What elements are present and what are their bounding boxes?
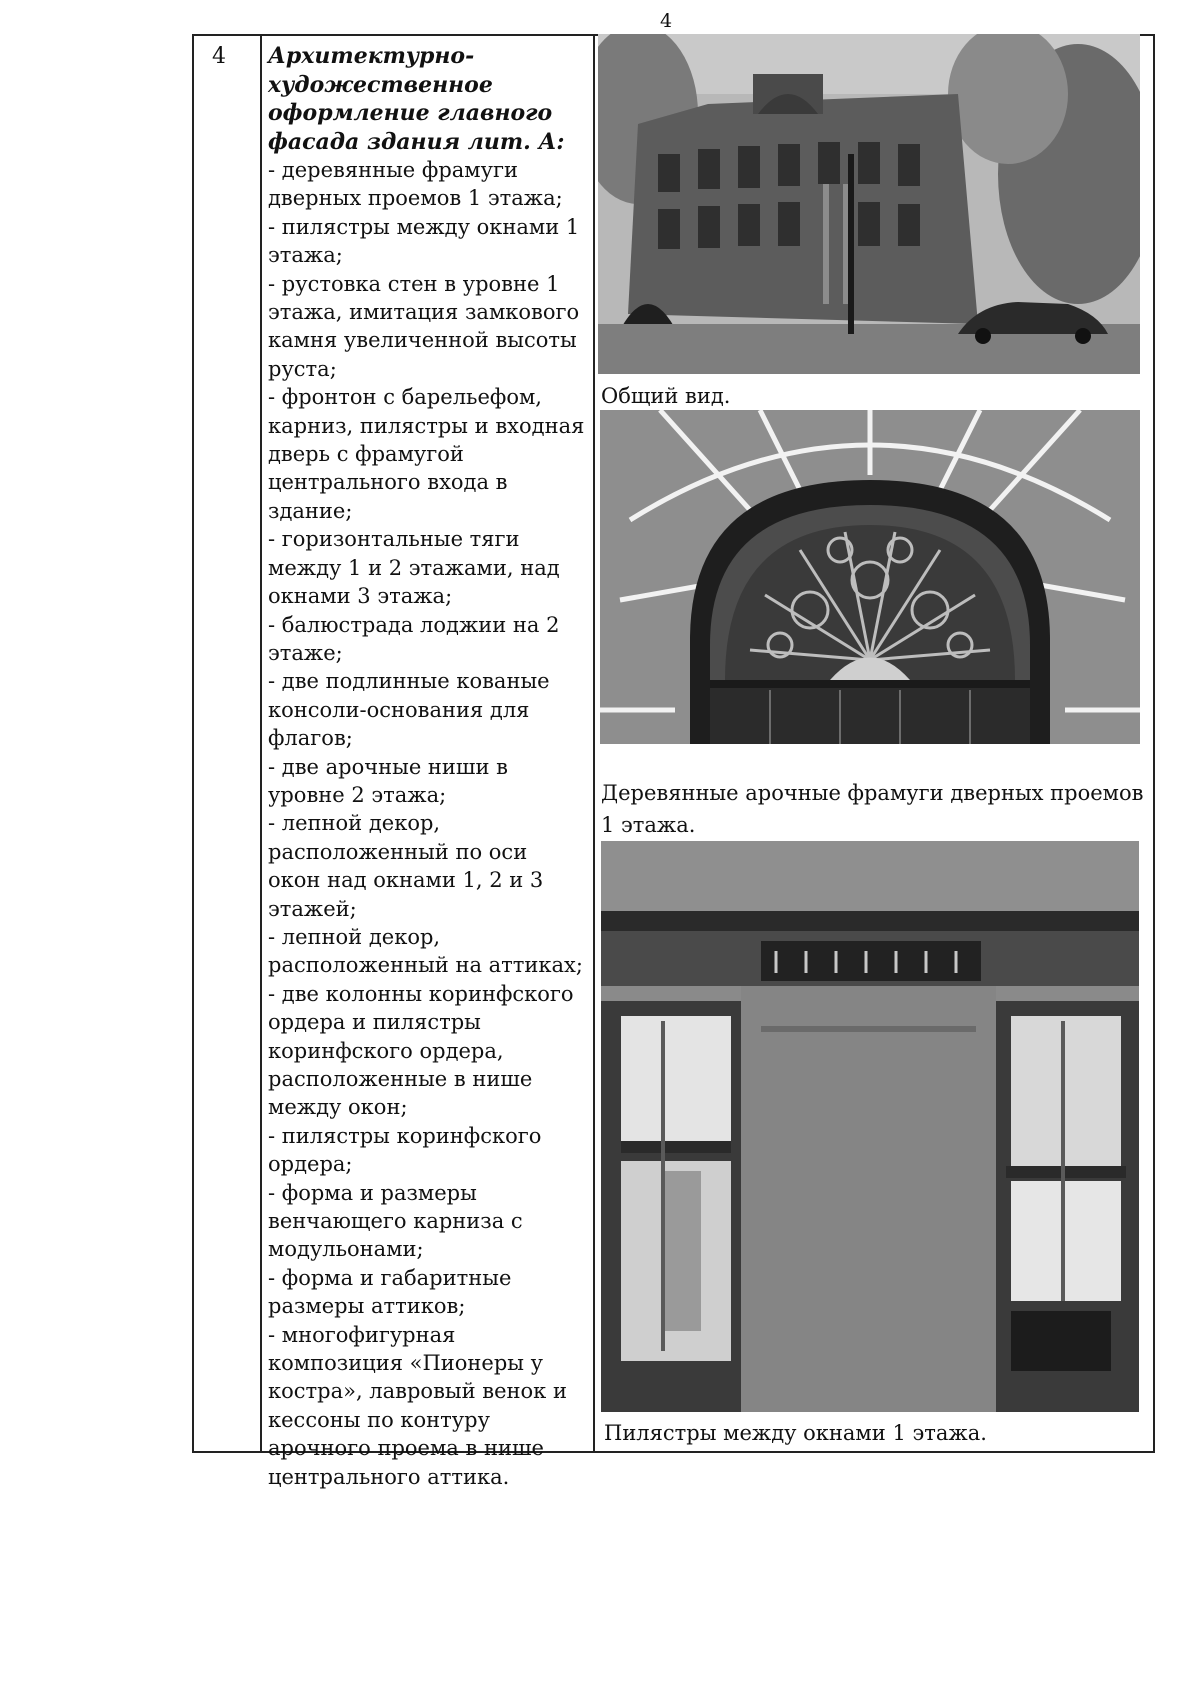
table-left-border — [192, 34, 194, 1453]
list-item: - лепной декор, расположенный по оси окон над окнами 1, 2 и 3 этажей; — [268, 811, 544, 921]
list-item: - две подлинные кованые консоли-основания для флагов; — [268, 669, 550, 751]
photo-general-view — [598, 34, 1140, 374]
list-item: - форма и размеры венчающего карниза с модульонами; — [268, 1180, 523, 1262]
table-right-border — [1153, 34, 1155, 1453]
list-item: - две колонны коринфского ордера и пилястры коринфского ордера, расположенные в нише между окон; — [268, 981, 574, 1120]
photo-caption: Деревянные арочные фрамуги дверных проемов 1 этажа. — [601, 781, 1144, 837]
photo-pilasters — [601, 841, 1139, 1412]
list-item: - две арочные ниши в уровне 2 этажа; — [268, 754, 508, 807]
photo-arched-transom — [600, 410, 1140, 744]
list-item: - пилястры между окнами 1 этажа; — [268, 214, 580, 268]
protected-elements-list — [268, 156, 586, 1491]
page-number: 4 — [660, 10, 673, 32]
list-item: - пилястры коринфского ордера; — [268, 1123, 542, 1177]
item-title: Архитектурно-художественное оформление главного фасада здания лит. А: — [268, 43, 565, 155]
list-item: - горизонтальные тяги между 1 и 2 этажами, над окнами 3 этажа; — [268, 527, 560, 609]
list-item: - фронтон с барельефом, карниз, пилястры и входная дверь с фрамугой центрального входа в здание; — [268, 385, 585, 523]
list-item: - лепной декор, расположенный на аттиках; — [268, 924, 583, 978]
list-item: - рустовка стен в уровне 1 этажа, имитация замкового камня увеличенной высоты руста; — [268, 271, 580, 381]
list-item: - балюстрада лоджии на 2 этаже; — [268, 612, 560, 665]
list-item: - многофигурная композиция «Пионеры у костра», лавровый венок и кессоны по контуру арочного проема в нише центрального аттика. — [268, 1322, 567, 1489]
list-item: - форма и габаритные размеры аттиков; — [268, 1265, 512, 1319]
column-divider-1 — [260, 34, 262, 1453]
list-item: - деревянные фрамуги дверных проемов 1 этажа; — [268, 158, 563, 211]
row-number: 4 — [212, 44, 226, 69]
photo-caption: Общий вид. — [601, 384, 731, 408]
column-divider-2 — [593, 34, 595, 1453]
photo-caption: Пилястры между окнами 1 этажа. — [604, 1421, 987, 1445]
